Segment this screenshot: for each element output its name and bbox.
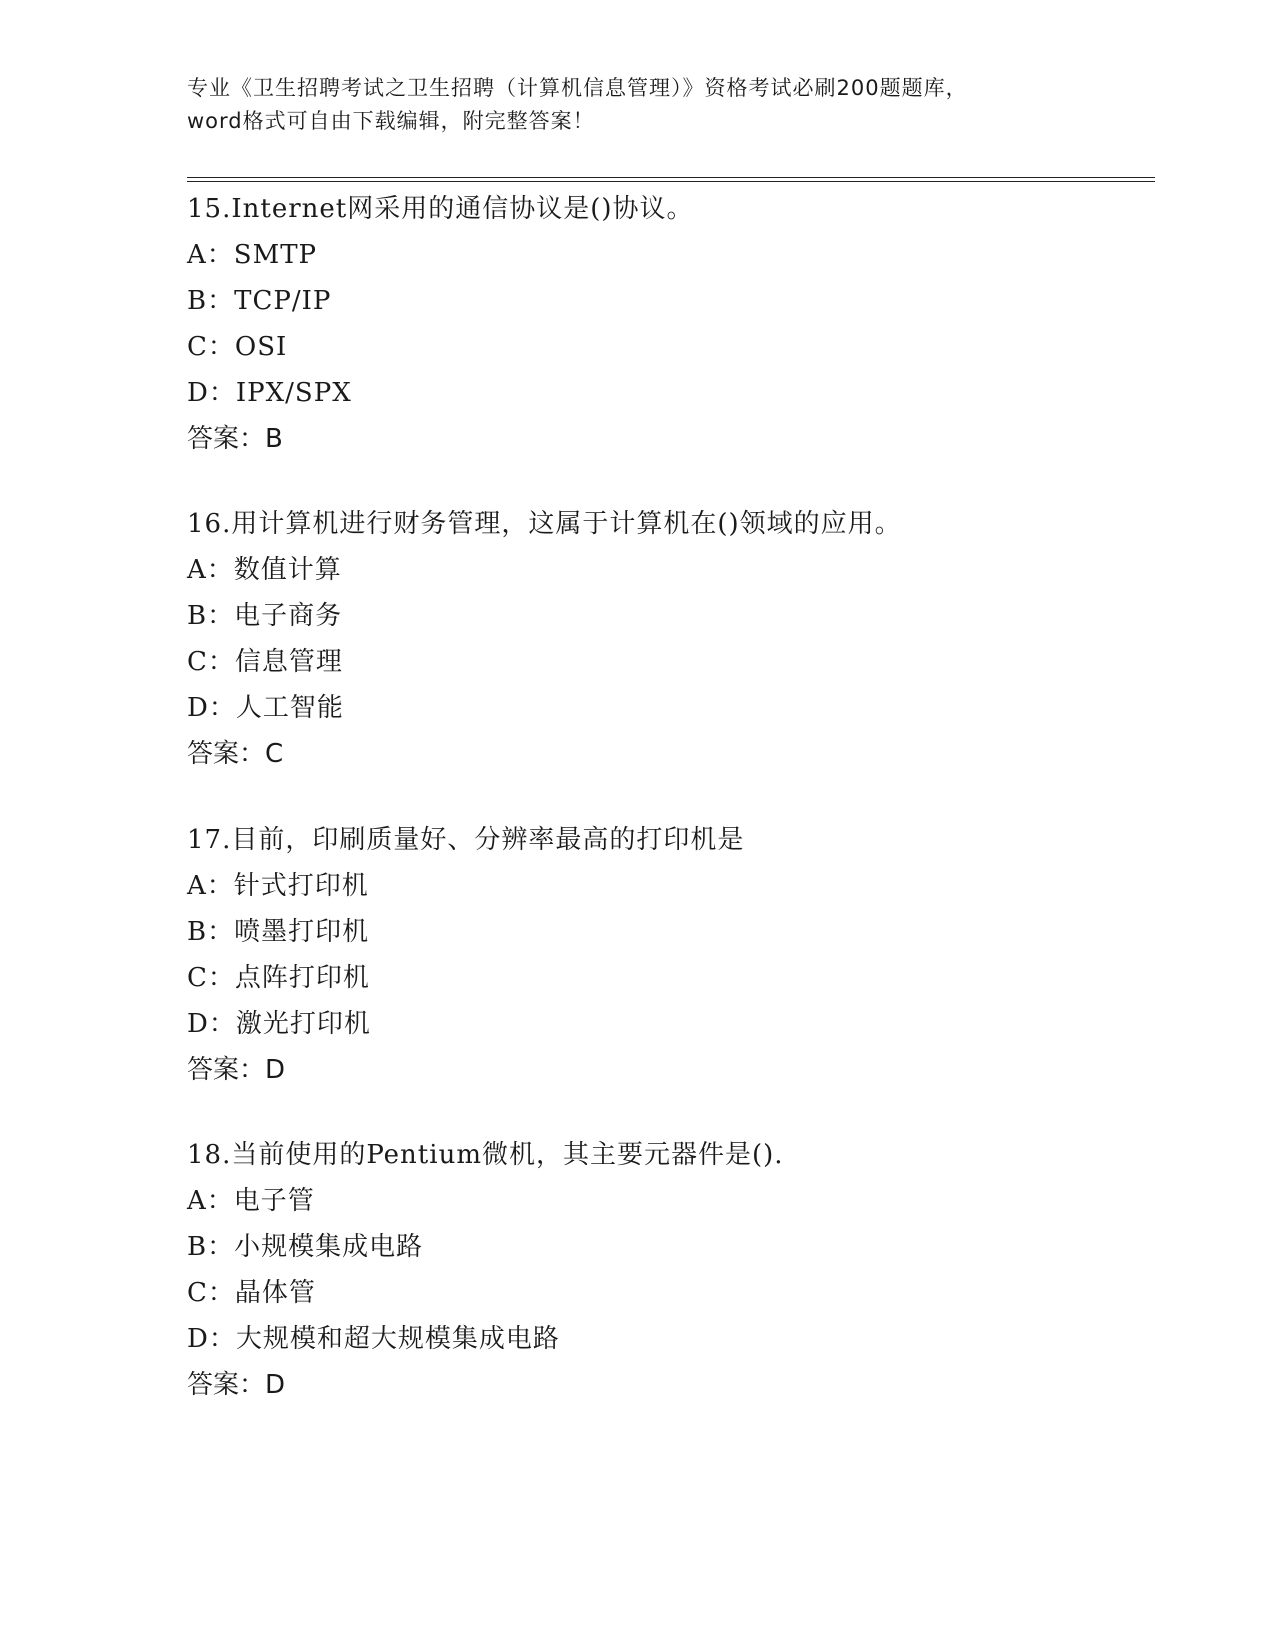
question-18 xyxy=(187,1132,1187,1408)
question-16 xyxy=(187,501,1187,777)
option-text: 大规模和超大规模集成电路 xyxy=(235,1324,560,1354)
option-letter: A： xyxy=(187,1186,234,1216)
option-letter: D： xyxy=(187,693,236,723)
option-letter: C： xyxy=(187,332,235,362)
double-rule-divider xyxy=(187,177,1155,182)
document-header xyxy=(187,72,1087,138)
answer-line: 答案：D xyxy=(187,1055,286,1085)
option-text: IPX/SPX xyxy=(235,378,352,408)
option-b xyxy=(187,909,1187,955)
question-stem: 17.目前，印刷质量好、分辨率最高的打印机是 xyxy=(187,825,745,855)
option-b xyxy=(187,278,1187,324)
option-c xyxy=(187,1270,1187,1316)
option-letter: A： xyxy=(187,240,234,270)
question-17 xyxy=(187,817,1187,1093)
option-text: 信息管理 xyxy=(234,647,343,677)
option-text: OSI xyxy=(234,332,288,362)
option-letter: B： xyxy=(187,1232,235,1262)
option-text: 电子管 xyxy=(233,1186,315,1216)
header-line-2: word格式可自由下载编辑，附完整答案！ xyxy=(187,109,595,133)
option-d xyxy=(187,685,1187,731)
option-text: 点阵打印机 xyxy=(234,963,370,993)
question-stem: 18.当前使用的Pentium微机，其主要元器件是(). xyxy=(187,1140,784,1170)
option-text: 数值计算 xyxy=(233,555,342,585)
option-letter: B： xyxy=(187,286,235,316)
option-letter: C： xyxy=(187,963,235,993)
option-letter: D： xyxy=(187,1009,236,1039)
option-a xyxy=(187,1178,1187,1224)
option-text: 晶体管 xyxy=(234,1278,316,1308)
option-letter: A： xyxy=(187,871,234,901)
header-line-1: 专业《卫生招聘考试之卫生招聘（计算机信息管理）》资格考试必刷200题题库， xyxy=(187,76,968,100)
option-d xyxy=(187,1001,1187,1047)
option-c xyxy=(187,955,1187,1001)
option-text: 激光打印机 xyxy=(235,1009,371,1039)
option-letter: B： xyxy=(187,917,235,947)
question-stem: 15.Internet网采用的通信协议是()协议。 xyxy=(187,194,694,224)
question-stem: 16.用计算机进行财务管理，这属于计算机在()领域的应用。 xyxy=(187,509,902,539)
option-text: 针式打印机 xyxy=(233,871,369,901)
option-letter: C： xyxy=(187,647,235,677)
option-a xyxy=(187,547,1187,593)
option-text: 小规模集成电路 xyxy=(234,1232,424,1262)
option-letter: C： xyxy=(187,1278,235,1308)
option-b xyxy=(187,593,1187,639)
answer-line: 答案：D xyxy=(187,1370,286,1400)
option-text: TCP/IP xyxy=(234,286,332,316)
question-15 xyxy=(187,186,1187,462)
option-letter: D： xyxy=(187,1324,236,1354)
option-d xyxy=(187,370,1187,416)
option-text: 人工智能 xyxy=(235,693,344,723)
option-text: 电子商务 xyxy=(234,601,343,631)
option-letter: A： xyxy=(187,555,234,585)
option-text: SMTP xyxy=(233,240,318,270)
option-c xyxy=(187,639,1187,685)
option-letter: B： xyxy=(187,601,235,631)
option-a xyxy=(187,232,1187,278)
option-text: 喷墨打印机 xyxy=(234,917,370,947)
option-b xyxy=(187,1224,1187,1270)
option-c xyxy=(187,324,1187,370)
option-a xyxy=(187,863,1187,909)
answer-line: 答案：C xyxy=(187,739,284,769)
answer-line: 答案：B xyxy=(187,424,283,454)
option-d xyxy=(187,1316,1187,1362)
option-letter: D： xyxy=(187,378,236,408)
